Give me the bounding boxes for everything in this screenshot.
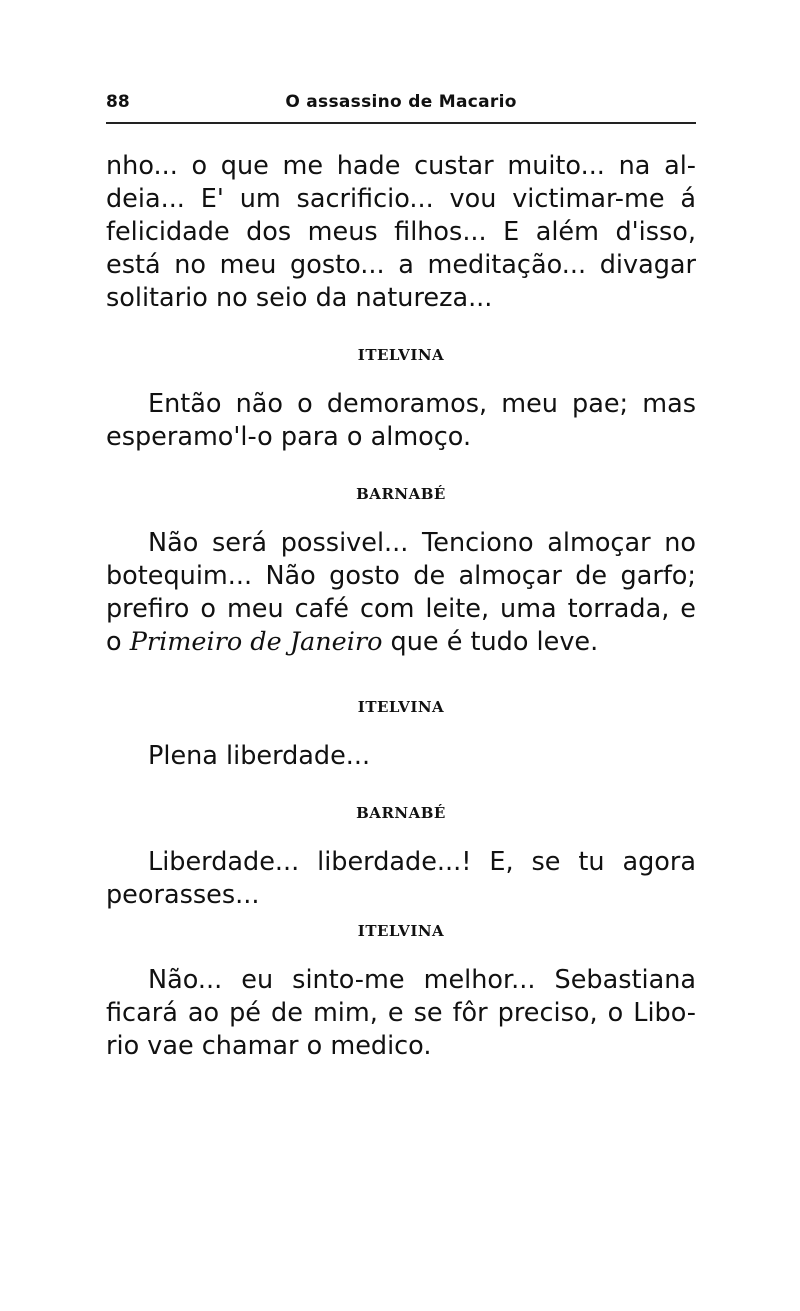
dialogue-paragraph <box>106 527 696 659</box>
dialogue-paragraph <box>106 740 696 773</box>
text-fragment: o <box>106 627 130 657</box>
text-line: peorasses... <box>106 880 260 910</box>
text-line: ficará ao pé de mim, e se fôr preciso, o Libo- <box>106 998 696 1028</box>
text-line: solitario no seio da natureza... <box>106 283 493 313</box>
newspaper-title: Primeiro de Janeiro <box>129 627 383 657</box>
text-line: felicidade dos meus filhos... E além d'isso, <box>106 217 696 247</box>
text-line: Não será possivel... Tenciono almoçar no <box>148 528 696 558</box>
book-page <box>106 88 696 1063</box>
speaker-name: ITELVINA <box>357 922 445 940</box>
text-line: Liberdade... liberdade...! E, se tu agora <box>148 847 696 877</box>
text-line: esperamo'l-o para o almoço. <box>106 422 472 452</box>
text-line: Plena liberdade... <box>148 741 371 771</box>
text-line: deia... E' um sacrificio... vou victimar-me á <box>106 184 696 214</box>
running-header <box>106 88 696 122</box>
text-line: Então não o demoramos, meu pae; mas <box>148 389 696 419</box>
paragraph-continuation <box>106 150 696 315</box>
running-title: O assassino de Macario <box>285 92 517 112</box>
text-line: rio vae chamar o medico. <box>106 1031 432 1061</box>
dialogue-paragraph <box>106 964 696 1063</box>
speaker-name: ITELVINA <box>357 698 445 716</box>
speaker-name: ITELVINA <box>357 346 445 364</box>
text-fragment: que é tudo leve. <box>382 627 599 657</box>
body-text <box>106 150 696 1063</box>
header-rule <box>106 122 696 124</box>
text-line: botequim... Não gosto de almoçar de garfo; <box>106 561 696 591</box>
speaker-name: BARNABÉ <box>356 804 446 822</box>
page-number: 88 <box>106 92 130 112</box>
speaker-name: BARNABÉ <box>356 485 446 503</box>
dialogue-paragraph <box>106 388 696 454</box>
text-line <box>106 626 696 659</box>
dialogue-paragraph <box>106 846 696 912</box>
text-line: Não... eu sinto-me melhor... Sebastiana <box>148 965 696 995</box>
text-line: prefiro o meu café com leite, uma torrada, e <box>106 594 696 624</box>
text-line: nho... o que me hade custar muito... na al- <box>106 151 696 181</box>
text-line: está no meu gosto... a meditação... divagar <box>106 250 696 280</box>
